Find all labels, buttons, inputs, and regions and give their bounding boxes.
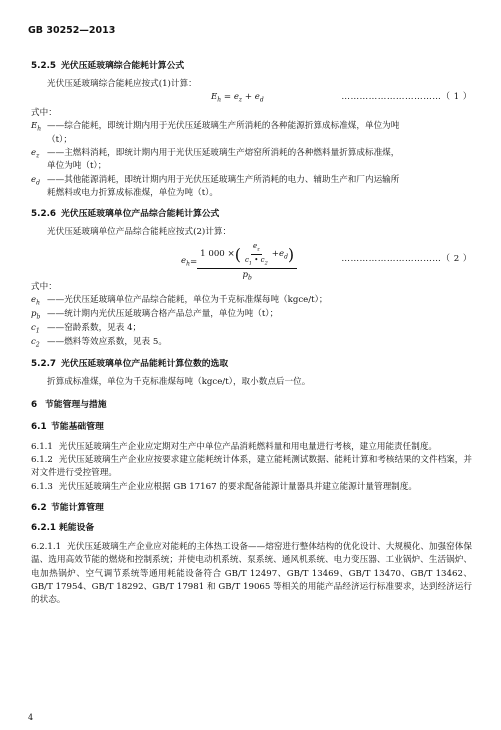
section-number: 5.2.7 [31, 359, 57, 370]
section-heading-5-2-7 [31, 358, 472, 372]
section-number: 5.2.6 [31, 209, 57, 220]
paragraph-6-1-3: 6.1.3 光伏压延玻璃生产企业应根据 GB 17167 的要求配备能源计量器具并建立能源计量管理制度。 [31, 481, 417, 492]
variable-item: $e_d$ ——其他能源消耗，即统计期内用于光伏压延玻璃生产所消耗的电力、辅助生产和厂内运输所 耗燃料或电力折算成标准煤，单位为吨（t）。 [31, 174, 400, 198]
variable-item: $E_h$ ——综合能耗，即统计期内用于光伏压延玻璃生产所消耗的各种能源折算成标准煤，单位为吨 （t）； [31, 121, 400, 145]
variable-list-2 [31, 294, 472, 350]
page-number: 4 [28, 713, 34, 722]
variable-item: $e_z$ ——主燃料消耗，即统计期内用于光伏压延玻璃生产熔窑所消耗的各种燃料量折算成标准煤， 单位为吨（t）； [31, 147, 400, 172]
paragraph-6-1-2: 6.1.2 光伏压延玻璃生产企业应按要求建立能耗统计体系，建立能耗测试数据、能耗计算和考核结果的文件档案，并对文件进行受控管理。 [31, 454, 472, 479]
formula-2 [31, 239, 472, 281]
page-content [31, 60, 472, 608]
section-number: 5.2.5 [31, 61, 57, 71]
variable-item: $e_h$ ——光伏压延玻璃单位产品综合能耗，单位为千克标准煤每吨（kgce/t）； [31, 295, 328, 308]
variable-item: $c_2$ ——燃料等效应系数，见表 5。 [31, 337, 167, 350]
formula-1-expression: $E_h = e_z + e_d$ [211, 91, 264, 104]
section-heading-6-2: 6.2 节能计算管理 [31, 502, 104, 513]
section-heading-6-1: 6.1 节能基础管理 [31, 422, 104, 432]
section-title: 光伏压延玻璃单位产品综合能耗计算公式 [61, 209, 220, 220]
equation-number-1: ……………………………（ 1 ） [341, 91, 472, 102]
section-title: 光伏压延玻璃综合能耗计算公式 [61, 61, 185, 71]
chapter-heading-6: 6 节能管理与措施 [31, 400, 107, 411]
section-heading-5-2-5 [31, 60, 472, 74]
variable-item: $p_b$ ——统计期内光伏压延玻璃合格产品总产量，单位为吨（t）； [31, 309, 279, 322]
where-label-2: 式中： [31, 282, 57, 293]
formula-2-expression: $e_h$ = 1 000 × ( $\frac{e_z}{c_1 • c_2}$ + $e_d$ ) $p_b$ [181, 241, 297, 283]
variable-item: $c_1$ ——窑龄系数，见表 4； [31, 323, 142, 336]
paragraph-5-2-7: 折算成标准煤，单位为千克标准煤每吨（kgce/t），取小数点后一位。 [47, 377, 311, 388]
paragraph-6-2-1-1: 6.2.1.1 光伏压延玻璃生产企业应对能耗的主体热工设备——熔窑进行整体结构的优化设计、大规模化、加强窑体保温、选用高效节能的燃烧和控制系统；并使电动机系统、泵系统、通风机系统、电力变压器、工业锅炉、生活锅炉、电加热锅炉、空气调节系统等通用耗能设备符合 GB/T 12497、GB/T 13469、GB/T 13470、GB/T 13462、GB/T 17954、GB/T 18292、GB/T 17981 和 GB/T 19065 等相关的用能产品经济运行标准要求，达到经济运行的状态。 [31, 542, 472, 606]
formula-intro-1: 光伏压延玻璃综合能耗应按式(1)计算： [47, 78, 197, 89]
where-label-1: 式中： [31, 107, 57, 118]
formula-1 [31, 91, 472, 107]
formula-intro-2: 光伏压延玻璃单位产品综合能耗应按式(2)计算： [47, 226, 232, 237]
section-title: 光伏压延玻璃单位产品能耗计算位数的选取 [61, 359, 229, 370]
formula-2-fraction: 1 000 × ( $\frac{e_z}{c_1 • c_2}$ + $e_d$ ) $p_b$ [197, 241, 297, 283]
variable-list-1 [31, 120, 472, 200]
equation-number-2: ……………………………（ 2 ） [341, 254, 472, 265]
section-heading-5-2-6 [31, 208, 472, 222]
paragraph-6-1-1: 6.1.1 光伏压延玻璃生产企业应定期对生产中单位产品消耗燃料量和用电量进行考核，建立用能责任制度。 [31, 441, 438, 452]
standard-header: GB 30252—2013 [28, 25, 116, 36]
section-heading-6-2-1: 6.2.1 耗能设备 [31, 522, 95, 533]
